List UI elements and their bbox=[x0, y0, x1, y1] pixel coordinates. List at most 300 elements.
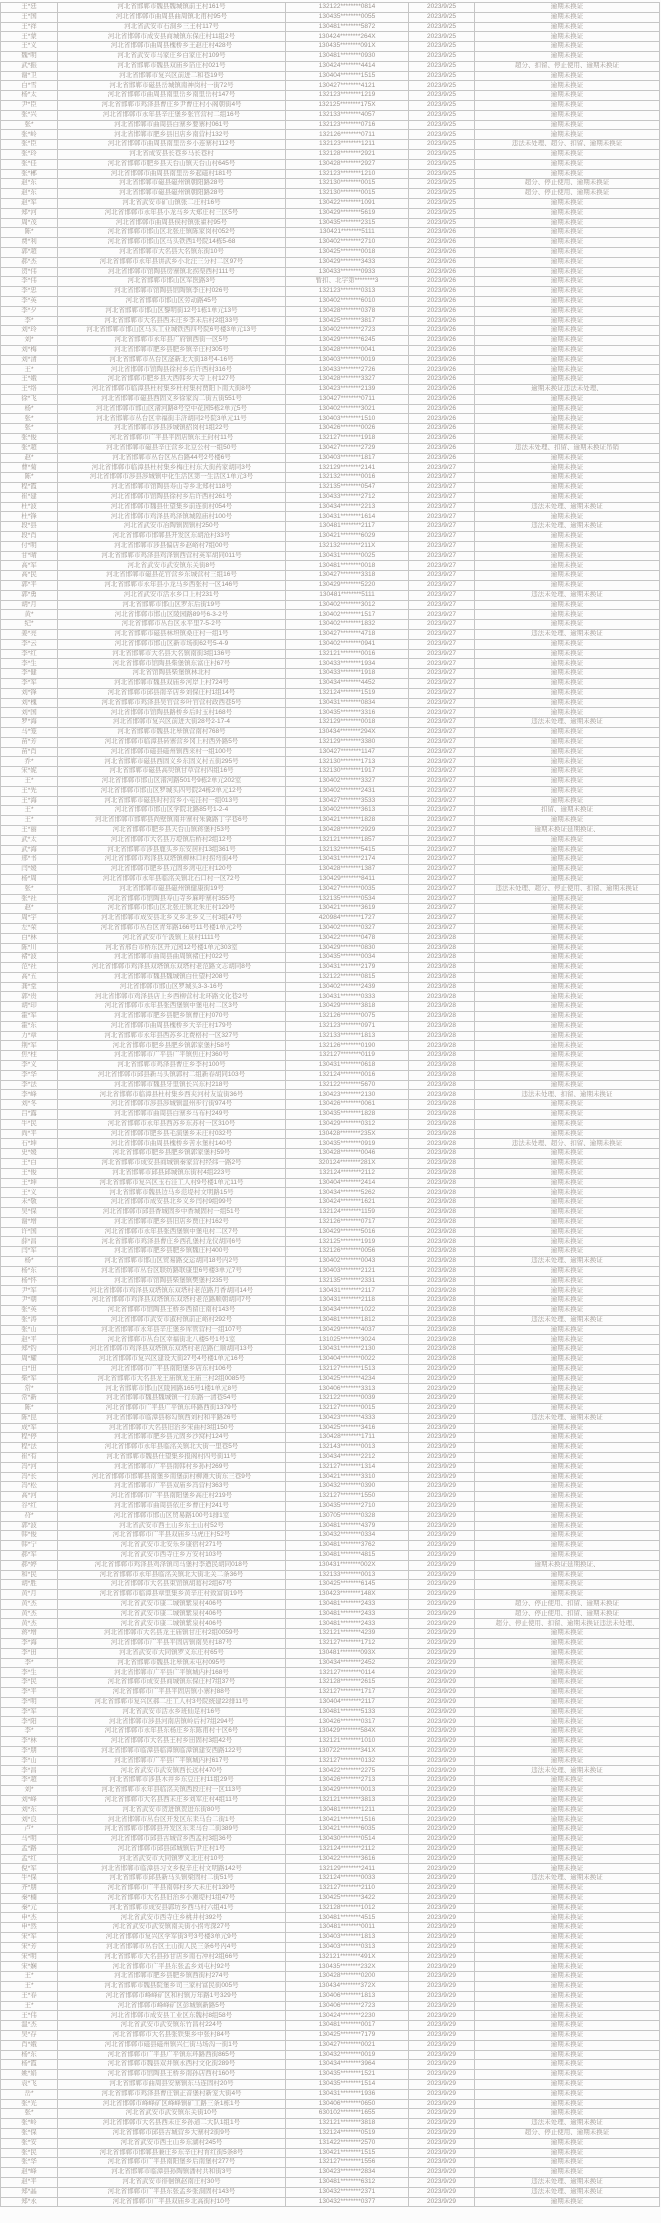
table-row bbox=[1, 355, 660, 365]
table-row bbox=[1, 1257, 660, 1267]
table-row bbox=[1, 198, 660, 208]
cell-status: 逾期未换证 bbox=[475, 757, 660, 767]
table-row bbox=[1, 630, 660, 640]
cell-address: 河北省邯郸市邯山区贸易路100号1排1室 bbox=[58, 1511, 286, 1521]
cell-status: 逾期未换证 bbox=[475, 414, 660, 424]
cell-date: 2023/9/27 bbox=[409, 688, 475, 698]
cell-name: 杨* bbox=[1, 404, 58, 414]
cell-address: 河北省邯郸市丛台区幸福街丰济胡同2号院3单元11号 bbox=[58, 414, 286, 424]
cell-id_number: 130435********232X bbox=[286, 1962, 409, 1972]
cell-id_number: 130421********1515 bbox=[286, 2148, 409, 2158]
cell-date: 2023/9/28 bbox=[409, 1305, 475, 1315]
cell-id_number: 130435********2710 bbox=[286, 1501, 409, 1511]
table-row bbox=[1, 2148, 660, 2158]
cell-date: 2023/9/29 bbox=[409, 2099, 475, 2109]
cell-date: 2023/9/25 bbox=[409, 3, 475, 13]
cell-name: 岳* bbox=[1, 2089, 58, 2099]
cell-id_number: 132126********0075 bbox=[286, 1012, 409, 1022]
table-row bbox=[1, 247, 660, 257]
cell-name: 张*涛 bbox=[1, 1315, 58, 1325]
cell-id_number: 130421********6035 bbox=[286, 1825, 409, 1835]
cell-id_number: 132143********0013 bbox=[286, 1443, 409, 1453]
cell-date: 2023/9/25 bbox=[409, 91, 475, 101]
cell-date: 2023/9/26 bbox=[409, 287, 475, 297]
cell-address: 河北省武安市大同镇罗义东庄村65号 bbox=[58, 1648, 286, 1658]
cell-address: 河北省邯郸市永年县小龙马乡大郑庄村三区5号 bbox=[58, 208, 286, 218]
cell-date: 2023/9/28 bbox=[409, 1266, 475, 1276]
table-row bbox=[1, 600, 660, 610]
cell-id_number: 暂扣、北字第********3 bbox=[286, 277, 409, 287]
table-row bbox=[1, 296, 660, 306]
cell-id_number: 132124********0033 bbox=[286, 1874, 409, 1884]
cell-address: 河北省邯郸市武安市淑村镇前正峪村292号 bbox=[58, 1315, 286, 1325]
cell-status: 逾期未换证 bbox=[475, 1805, 660, 1815]
cell-date: 2023/9/27 bbox=[409, 845, 475, 855]
cell-name: 周*茂 bbox=[1, 218, 58, 228]
cell-date: 2023/9/26 bbox=[409, 375, 475, 385]
cell-address: 河北省邯郸市临漳县习文乡倪辛庄村文明路142号 bbox=[58, 1864, 286, 1874]
table-row bbox=[1, 1286, 660, 1296]
cell-status: 逾期未换证 bbox=[475, 1815, 660, 1825]
cell-id_number: 130429********0830 bbox=[286, 943, 409, 953]
cell-id_number: 130433********2712 bbox=[286, 492, 409, 502]
cell-name: 张*超 bbox=[1, 443, 58, 453]
cell-status: 逾期未换证 bbox=[475, 1227, 660, 1237]
cell-status: 逾期未换证 bbox=[475, 688, 660, 698]
table-row bbox=[1, 649, 660, 659]
cell-address: 河北省邯郸市广平县南阳堡乡高庄村219号 bbox=[58, 1492, 286, 1502]
cell-name: 乔* bbox=[1, 757, 58, 767]
cell-status: 逾期未换证 bbox=[475, 71, 660, 81]
cell-status: 逾期未换证 bbox=[475, 747, 660, 757]
cell-address: 河北省邯郸市邯郸县南堡乡南堡前村柳滩大街东三巷9号 bbox=[58, 1472, 286, 1482]
cell-date: 2023/9/26 bbox=[409, 247, 475, 257]
cell-date: 2023/9/27 bbox=[409, 620, 475, 630]
cell-date: 2023/9/28 bbox=[409, 1247, 475, 1257]
cell-id_number: 130402********2431 bbox=[286, 786, 409, 796]
cell-date: 2023/9/29 bbox=[409, 1717, 475, 1727]
cell-name: 李*海 bbox=[1, 1639, 58, 1649]
cell-address: 河北省邯郸市涉县涉城镇温州步行街974号 bbox=[58, 1100, 286, 1110]
cell-address: 河北省邯郸市丛台区土山街人民三条6号内4号 bbox=[58, 1942, 286, 1952]
cell-id_number: 130402********2439 bbox=[286, 982, 409, 992]
cell-date: 2023/9/26 bbox=[409, 316, 475, 326]
cell-name: 李*忠 bbox=[1, 287, 58, 297]
cell-date: 2023/9/29 bbox=[409, 1658, 475, 1668]
cell-id_number: 132123********0313 bbox=[286, 287, 409, 297]
cell-id_number: 132124********2112 bbox=[286, 1844, 409, 1854]
table-row bbox=[1, 718, 660, 728]
cell-address: 河北省邯郸市涉县涉城镇招岗村1组22号 bbox=[58, 424, 286, 434]
cell-date: 2023/9/29 bbox=[409, 1423, 475, 1433]
cell-status: 逾期未换证 bbox=[475, 51, 660, 61]
cell-date: 2023/9/28 bbox=[409, 1178, 475, 1188]
cell-name: 黄*杰 bbox=[1, 1609, 58, 1619]
table-row bbox=[1, 2197, 660, 2207]
cell-status: 逾期未换证 bbox=[475, 1844, 660, 1854]
cell-status: 逾期未换证 bbox=[475, 855, 660, 865]
cell-status: 逾期未换证 bbox=[475, 2021, 660, 2031]
table-row bbox=[1, 1795, 660, 1805]
cell-date: 2023/9/29 bbox=[409, 1433, 475, 1443]
cell-name: 白*雪 bbox=[1, 81, 58, 91]
cell-name: 郝*婷 bbox=[1, 1560, 58, 1570]
cell-id_number: 130423********2139 bbox=[286, 385, 409, 395]
cell-address: 河北省邯郸市魏县魏城镇前王村161号 bbox=[58, 3, 286, 13]
cell-id_number: 130422********0478 bbox=[286, 933, 409, 943]
cell-status: 逾期未换证 bbox=[475, 1217, 660, 1227]
cell-name: 赵*平 bbox=[1, 2177, 58, 2187]
cell-id_number: 132127********1918 bbox=[286, 434, 409, 444]
cell-name: 陈*昆 bbox=[1, 1413, 58, 1423]
cell-id_number: 130481********0017 bbox=[286, 2021, 409, 2031]
cell-date: 2023/9/25 bbox=[409, 169, 475, 179]
cell-date: 2023/9/27 bbox=[409, 630, 475, 640]
cell-status: 逾期未换证 bbox=[475, 2001, 660, 2011]
cell-address: 河北省邯郸市肥乡县肥乡镇西街村274号 bbox=[58, 1972, 286, 1982]
cell-status: 逾期未换证 bbox=[475, 1668, 660, 1678]
cell-status: 违法未处理、逾期未换证 bbox=[475, 2119, 660, 2129]
cell-date: 2023/9/29 bbox=[409, 1688, 475, 1698]
cell-status: 逾期未换证 bbox=[475, 1051, 660, 1061]
cell-address: 河北省邯郸市峰峰矿区彭城镇新路5号 bbox=[58, 2001, 286, 2011]
cell-name: 李*明 bbox=[1, 1697, 58, 1707]
cell-address: 河北省邯郸市永年县辛庄堡乡库管营村一组107号 bbox=[58, 1325, 286, 1335]
cell-id_number: 132128********2921 bbox=[286, 149, 409, 159]
cell-date: 2023/9/25 bbox=[409, 140, 475, 150]
cell-address: 河北省邯郸市大名县龙王庙镇龙王庙三村2组0085号 bbox=[58, 1374, 286, 1384]
cell-address: 河北省邯郸市峰峰矿区和村镇万年路1号329号 bbox=[58, 1991, 286, 2001]
cell-date: 2023/9/27 bbox=[409, 659, 475, 669]
cell-id_number: 130481********5872 bbox=[286, 22, 409, 32]
table-row bbox=[1, 1717, 660, 1727]
cell-address: 河北省邯郸市魏县仕望集乡前连街村054号 bbox=[58, 502, 286, 512]
cell-id_number: 130429********6245 bbox=[286, 336, 409, 346]
cell-name: 秦*元 bbox=[1, 1903, 58, 1913]
cell-name: 郭*超 bbox=[1, 247, 58, 257]
cell-name: 许*国 bbox=[1, 1227, 58, 1237]
cell-name: 成*军 bbox=[1, 1423, 58, 1433]
cell-id_number: 130431********2130 bbox=[286, 1345, 409, 1355]
cell-id_number: 130435********3316 bbox=[286, 708, 409, 718]
table-row bbox=[1, 42, 660, 52]
cell-date: 2023/9/28 bbox=[409, 1286, 475, 1296]
cell-address: 河北省邯郸市鸡泽县双塔镇东双塔村老范路仁顺胡同13号 bbox=[58, 1345, 286, 1355]
cell-date: 2023/9/27 bbox=[409, 649, 475, 659]
cell-date: 2023/9/28 bbox=[409, 1061, 475, 1071]
cell-id_number: 132124********0016 bbox=[286, 1070, 409, 1080]
cell-id_number: 130481********2117 bbox=[286, 522, 409, 532]
cell-status: 逾期未换证 bbox=[475, 2089, 660, 2099]
cell-address: 河北省邯郸市永年县讲武乡小北汪三分村二区97号 bbox=[58, 257, 286, 267]
cell-id_number: 132122********0814 bbox=[286, 3, 409, 13]
cell-name: 龚*堂 bbox=[1, 982, 58, 992]
cell-name: 申*杰 bbox=[1, 1913, 58, 1923]
table-row bbox=[1, 1668, 660, 1678]
cell-name: 尹*臣 bbox=[1, 100, 58, 110]
table-row bbox=[1, 1227, 660, 1237]
cell-name: 刘*东 bbox=[1, 1805, 58, 1815]
cell-name: 付*明 bbox=[1, 541, 58, 551]
cell-status: 逾期未换证 bbox=[475, 953, 660, 963]
cell-name: 范*社 bbox=[1, 963, 58, 973]
cell-status: 逾期未换证 bbox=[475, 541, 660, 551]
cell-address: 河北省邯郸市肥乡县肥乡镇魏庄村400号 bbox=[58, 1247, 286, 1257]
table-row bbox=[1, 1208, 660, 1218]
cell-name: 闫*军 bbox=[1, 1247, 58, 1257]
cell-id_number: 130429********0013 bbox=[286, 1786, 409, 1796]
cell-name: 高*五 bbox=[1, 972, 58, 982]
cell-name: 胡*月 bbox=[1, 600, 58, 610]
cell-status: 逾期未换证 bbox=[475, 2109, 660, 2119]
cell-id_number: 130481********093X bbox=[286, 1648, 409, 1658]
cell-name: 黄* bbox=[1, 610, 58, 620]
table-row bbox=[1, 1374, 660, 1384]
cell-id_number: 132135********0547 bbox=[286, 483, 409, 493]
cell-id_number: 130404********2117 bbox=[286, 1697, 409, 1707]
cell-date: 2023/9/28 bbox=[409, 963, 475, 973]
table-row bbox=[1, 473, 660, 483]
cell-name: 左*荣 bbox=[1, 923, 58, 933]
table-row bbox=[1, 1423, 660, 1433]
cell-name: 霍*东 bbox=[1, 1021, 58, 1031]
table-row bbox=[1, 2040, 660, 2050]
cell-status: 逾期未换证 bbox=[475, 1913, 660, 1923]
cell-status: 逾期未换证 bbox=[475, 1786, 660, 1796]
cell-id_number: 132129********3380 bbox=[286, 737, 409, 747]
table-row bbox=[1, 277, 660, 287]
cell-id_number: 130433********2726 bbox=[286, 365, 409, 375]
cell-name: 李*伟 bbox=[1, 277, 58, 287]
cell-status: 逾期未换证 bbox=[475, 1002, 660, 1012]
cell-status: 逾期未换证 bbox=[475, 1149, 660, 1159]
cell-address: 河北省邯郸市邯山区学院北路85号1-2-4 bbox=[58, 806, 286, 816]
cell-address: 河北省邯郸市肥乡县旧店乡南营村132号 bbox=[58, 130, 286, 140]
cell-status: 逾期未换证 bbox=[475, 1198, 660, 1208]
cell-name: 崔*有 bbox=[1, 1452, 58, 1462]
cell-address: 河北省邯郸市邱县古城营乡西孟村3组36号 bbox=[58, 1835, 286, 1845]
cell-status: 逾期未换证 bbox=[475, 1658, 660, 1668]
cell-date: 2023/9/29 bbox=[409, 2138, 475, 2148]
cell-address: 河北省邯郸市邯山区军医路3号 bbox=[58, 277, 286, 287]
table-row bbox=[1, 1942, 660, 1952]
table-row bbox=[1, 1923, 660, 1933]
cell-id_number: 130406********3313 bbox=[286, 1384, 409, 1394]
cell-name: 王*廷 bbox=[1, 3, 58, 13]
cell-date: 2023/9/29 bbox=[409, 1374, 475, 1384]
cell-id_number: 131025********3024 bbox=[286, 1335, 409, 1345]
cell-name: 焦*柱 bbox=[1, 1051, 58, 1061]
table-row bbox=[1, 757, 660, 767]
cell-address: 河北省邯郸市魏县仕望集乡报阁村四号街11号 bbox=[58, 1452, 286, 1462]
cell-address: 河北省邯郸市大名县张铁集乡中张村84号 bbox=[58, 2030, 286, 2040]
table-row bbox=[1, 91, 660, 101]
cell-id_number: 130481********0930 bbox=[286, 51, 409, 61]
cell-name: 刘*国 bbox=[1, 708, 58, 718]
cell-name: 段*肖 bbox=[1, 532, 58, 542]
cell-name: 曹*菊 bbox=[1, 463, 58, 473]
table-row bbox=[1, 1452, 660, 1462]
cell-name: 杨*怀 bbox=[1, 1276, 58, 1286]
cell-id_number: 130428********2929 bbox=[286, 825, 409, 835]
cell-address: 河北省邯郸市鸡泽县鸡泽镇司马堡村李迺民胡同018号 bbox=[58, 1560, 286, 1570]
cell-date: 2023/9/29 bbox=[409, 2158, 475, 2168]
cell-name: 宋*芳 bbox=[1, 1942, 58, 1952]
cell-status: 逾期未换证 bbox=[475, 1159, 660, 1169]
cell-date: 2023/9/28 bbox=[409, 1100, 475, 1110]
cell-status: 逾期未换证 bbox=[475, 786, 660, 796]
cell-date: 2023/9/28 bbox=[409, 1198, 475, 1208]
cell-name: 郑*钓 bbox=[1, 1345, 58, 1355]
cell-status: 逾期未换证 bbox=[475, 453, 660, 463]
cell-address: 河北省武安市冶陶镇固镇村250号 bbox=[58, 522, 286, 532]
cell-address: 河北省邯郸市肥乡县天台山镇蒋堡村53号 bbox=[58, 825, 286, 835]
cell-date: 2023/9/28 bbox=[409, 1149, 475, 1159]
cell-id_number: 132126********0190 bbox=[286, 1041, 409, 1051]
cell-id_number: 130423********2834 bbox=[286, 2168, 409, 2178]
cell-address: 河北省邯郸市广平县广平镇东环路西街865号 bbox=[58, 2050, 286, 2060]
cell-date: 2023/9/29 bbox=[409, 2128, 475, 2138]
table-row bbox=[1, 1511, 660, 1521]
cell-address: 河北省邯郸市魏县魏城镇白仕望村208号 bbox=[58, 972, 286, 982]
cell-name: 武*振 bbox=[1, 61, 58, 71]
cell-name: 张* bbox=[1, 414, 58, 424]
cell-status: 逾期未换证 bbox=[475, 1825, 660, 1835]
cell-id_number: 130425********3422 bbox=[286, 1893, 409, 1903]
table-row bbox=[1, 1766, 660, 1776]
cell-id_number: 130403********0313 bbox=[286, 1942, 409, 1952]
table-row bbox=[1, 727, 660, 737]
cell-name: 王*蒙 bbox=[1, 32, 58, 42]
cell-address: 河北省邯郸市邯山区罗城头四号院24栋2单元12号 bbox=[58, 786, 286, 796]
table-row bbox=[1, 483, 660, 493]
cell-name: 孟*路 bbox=[1, 1844, 58, 1854]
cell-status: 逾期未换证 bbox=[475, 238, 660, 248]
table-row bbox=[1, 1335, 660, 1345]
cell-address: 河北省邯郸市丛台区联纺路联康里6号楼3单元7号 bbox=[58, 1266, 286, 1276]
cell-address: 河北省武安市石洞乡三王村117号 bbox=[58, 22, 286, 32]
cell-id_number: 130425********6145 bbox=[286, 1580, 409, 1590]
cell-id_number: 130431********0025 bbox=[286, 551, 409, 561]
cell-date: 2023/9/28 bbox=[409, 1257, 475, 1267]
cell-address: 河北省邯郸市广平县广平镇东环路西街1379号 bbox=[58, 1403, 286, 1413]
cell-name: 蒋*增 bbox=[1, 1629, 58, 1639]
cell-address: 河北省邯郸市邯山区马头工业城铁西四号院6号楼3单元13号 bbox=[58, 326, 286, 336]
cell-address: 河北省邯郸市邯山区罗东后街19号 bbox=[58, 600, 286, 610]
cell-address: 河北省邯郸市永年县广府镇西街一区5号 bbox=[58, 336, 286, 346]
table-row bbox=[1, 1737, 660, 1747]
table-row bbox=[1, 1159, 660, 1169]
table-row bbox=[1, 1639, 660, 1649]
cell-date: 2023/9/29 bbox=[409, 2050, 475, 2060]
cell-id_number: 130403********0019 bbox=[286, 355, 409, 365]
cell-id_number: 130434********3964 bbox=[286, 2060, 409, 2070]
table-row bbox=[1, 267, 660, 277]
cell-status: 逾期未换证 bbox=[475, 375, 660, 385]
table-row bbox=[1, 855, 660, 865]
cell-status: 逾期未换证 bbox=[475, 32, 660, 42]
cell-id_number: 130402********3021 bbox=[286, 404, 409, 414]
cell-date: 2023/9/29 bbox=[409, 1580, 475, 1590]
table-row bbox=[1, 424, 660, 434]
cell-name: 赵*平 bbox=[1, 1335, 58, 1345]
cell-id_number: 132127********0119 bbox=[286, 1051, 409, 1061]
cell-status: 逾期未换证 bbox=[475, 1854, 660, 1864]
cell-name: 孟*红 bbox=[1, 1854, 58, 1864]
table-row bbox=[1, 816, 660, 826]
cell-id_number: 130431********2118 bbox=[286, 1296, 409, 1306]
cell-date: 2023/9/25 bbox=[409, 149, 475, 159]
table-row bbox=[1, 1315, 660, 1325]
cell-date: 2023/9/29 bbox=[409, 2119, 475, 2129]
cell-name: 李*朋 bbox=[1, 1746, 58, 1756]
cell-date: 2023/9/27 bbox=[409, 590, 475, 600]
cell-status: 逾期未换证 bbox=[475, 2197, 660, 2207]
cell-address: 河北省邯郸市肥乡县肥乡镇郭家堡村58号 bbox=[58, 1041, 286, 1051]
cell-address: 河北省邯郸市邱县古城营乡大寨村2街9号 bbox=[58, 2128, 286, 2138]
cell-id_number: 130424********264X bbox=[286, 32, 409, 42]
cell-address: 河北省邯郸市邯山区劳动路45号 bbox=[58, 296, 286, 306]
table-row bbox=[1, 865, 660, 875]
cell-status: 逾期未换证 bbox=[475, 1550, 660, 1560]
cell-id_number: 130428********0378 bbox=[286, 306, 409, 316]
table-row bbox=[1, 1325, 660, 1335]
table-row bbox=[1, 1217, 660, 1227]
cell-name: 杨*东 bbox=[1, 2050, 58, 2060]
cell-address: 河北省武安市康二城镇紫泉村406号 bbox=[58, 1619, 286, 1629]
cell-address: 河北省邯郸市魏县双井镇永西村文化街289号 bbox=[58, 2060, 286, 2070]
cell-date: 2023/9/29 bbox=[409, 2109, 475, 2119]
cell-status: 逾期未换证 bbox=[475, 1717, 660, 1727]
cell-id_number: 130431********002X bbox=[286, 1560, 409, 1570]
cell-name: 李*云 bbox=[1, 639, 58, 649]
cell-id_number: 132124********2112 bbox=[286, 1168, 409, 1178]
cell-address: 河北省邯郸市曲周县曲周镇褚庄村022号 bbox=[58, 953, 286, 963]
cell-address: 河北省邯郸市广平县南阳堡乡店东村106号 bbox=[58, 1364, 286, 1374]
cell-name: 吕*露 bbox=[1, 1110, 58, 1120]
cell-date: 2023/9/27 bbox=[409, 894, 475, 904]
cell-date: 2023/9/29 bbox=[409, 1511, 475, 1521]
cell-address: 河北省邯郸市曲周县曲周镇北甫村95号 bbox=[58, 12, 286, 22]
cell-name: 陈* bbox=[1, 1403, 58, 1413]
cell-date: 2023/9/27 bbox=[409, 571, 475, 581]
cell-status: 逾期未换证 bbox=[475, 1354, 660, 1364]
cell-name: 王*络 bbox=[1, 385, 58, 395]
cell-id_number: 132127********0015 bbox=[286, 1403, 409, 1413]
cell-address: 河北省邯郸市肥乡县毛演堡乡未庄村032号 bbox=[58, 1129, 286, 1139]
cell-address: 河北省邯郸市曲周县槐桥乡苦水堡村140号 bbox=[58, 1139, 286, 1149]
cell-id_number: 132122********5670 bbox=[286, 1080, 409, 1090]
table-row bbox=[1, 2158, 660, 2168]
cell-date: 2023/9/29 bbox=[409, 2011, 475, 2021]
cell-id_number: 130425********0018 bbox=[286, 247, 409, 257]
cell-id_number: 132127********1712 bbox=[286, 1639, 409, 1649]
cell-name: 倪*军 bbox=[1, 1864, 58, 1874]
cell-id_number: 132121********0016 bbox=[286, 649, 409, 659]
table-row bbox=[1, 140, 660, 150]
cell-id_number: 130422********1091 bbox=[286, 198, 409, 208]
cell-id_number: 130402********0327 bbox=[286, 923, 409, 933]
table-row bbox=[1, 747, 660, 757]
table-row bbox=[1, 463, 660, 473]
table-row bbox=[1, 1590, 660, 1600]
cell-id_number: 132121********3813 bbox=[286, 1795, 409, 1805]
cell-name: 武*太 bbox=[1, 835, 58, 845]
cell-id_number: 130429********584X bbox=[286, 1727, 409, 1737]
cell-date: 2023/9/29 bbox=[409, 2197, 475, 2207]
cell-id_number: 130406********0650 bbox=[286, 2099, 409, 2109]
cell-date: 2023/9/26 bbox=[409, 296, 475, 306]
